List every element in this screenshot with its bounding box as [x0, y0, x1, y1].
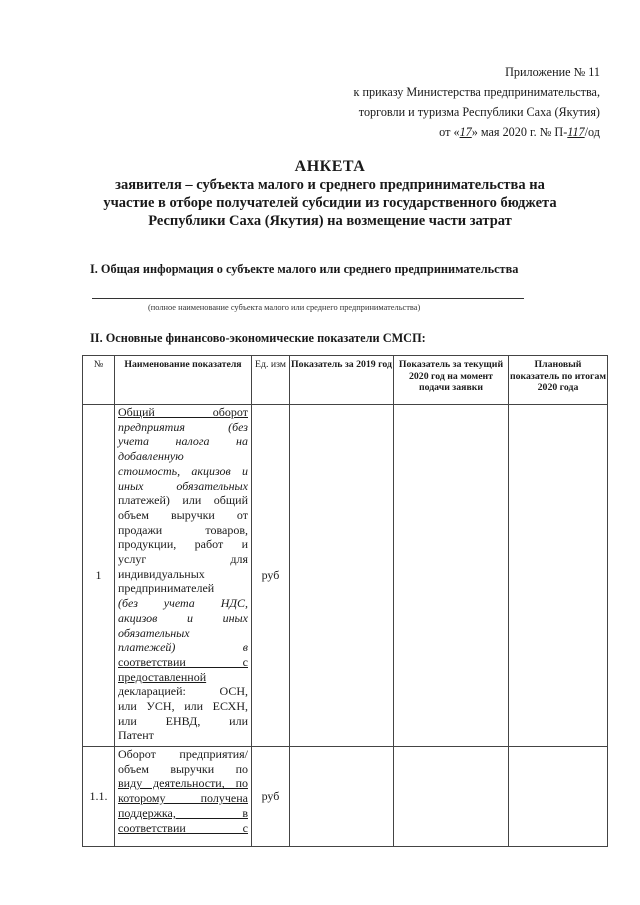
form-title-line-3: Республики Саха (Якутия) на возмещение части затрат — [148, 213, 512, 229]
table-row — [83, 405, 608, 747]
row-unit: руб — [252, 747, 290, 847]
cell-current-2020-input[interactable] — [394, 747, 509, 847]
cell-2019-input[interactable] — [290, 405, 394, 747]
header-planned-2020: Плановый показатель по итогам 2020 года — [509, 356, 608, 405]
table-header-row — [83, 356, 608, 405]
row-unit: руб — [252, 405, 290, 747]
cell-current-2020-input[interactable] — [394, 405, 509, 747]
company-name-hint: (полное наименование субъекта малого или среднего предпринимательства) — [148, 303, 421, 312]
header-current-2020: Показатель за текущий 2020 год на момент подачи заявки — [394, 356, 509, 405]
handwritten-day: 17 — [459, 125, 472, 139]
form-title — [60, 158, 600, 230]
handwritten-number: 117 — [567, 125, 585, 139]
row-name: Общий оборот предприятия (без учета налога на добавленную стоимость, акцизов и иных обязательных платежей) или общий объем выручки от продажи товаров, продукции, работ и услуг для индивидуальных предпринимателей (без учета НДС, акцизов и иных обязательных платежей) в соответствии с предоставленной декларацией: ОСН, или УСН, или ЕСХН, или ЕНВД, или Патент — [115, 405, 252, 747]
row-name: Оборот предприятия/ объем выручки по виду деятельности, по которому получена поддержка, в соответствии с — [115, 747, 252, 847]
header-num: № — [83, 356, 115, 405]
appendix-block — [240, 62, 600, 142]
header-name: Наименование показателя — [115, 356, 252, 405]
form-title-line-1: заявителя – субъекта малого и среднего предпринимательства на — [115, 177, 545, 193]
company-name-line[interactable] — [92, 298, 524, 299]
header-2019: Показатель за 2019 год — [290, 356, 394, 405]
cell-2019-input[interactable] — [290, 747, 394, 847]
cell-planned-2020-input[interactable] — [509, 405, 608, 747]
form-title-line-2: участие в отборе получателей субсидии из государственного бюджета — [103, 195, 557, 211]
appendix-ministry: торговли и туризма Республики Саха (Якутия) — [358, 105, 600, 119]
table-row — [83, 747, 608, 847]
form-title-main: АНКЕТА — [294, 158, 366, 175]
appendix-order-ref: к приказу Министерства предпринимательства, — [353, 85, 600, 99]
indicators-table — [82, 355, 608, 847]
section-2-heading: II. Основные финансово-экономические показатели СМСП: — [90, 331, 426, 345]
header-unit: Ед. изм — [252, 356, 290, 405]
appendix-date-number: от «17» мая 2020 г. № П-117/од — [439, 125, 600, 139]
appendix-title: Приложение № 11 — [505, 65, 600, 79]
row-num: 1 — [83, 405, 115, 747]
cell-planned-2020-input[interactable] — [509, 747, 608, 847]
row-num: 1.1. — [83, 747, 115, 847]
section-1-heading: I. Общая информация о субъекте малого или среднего предпринимательства — [90, 262, 519, 276]
